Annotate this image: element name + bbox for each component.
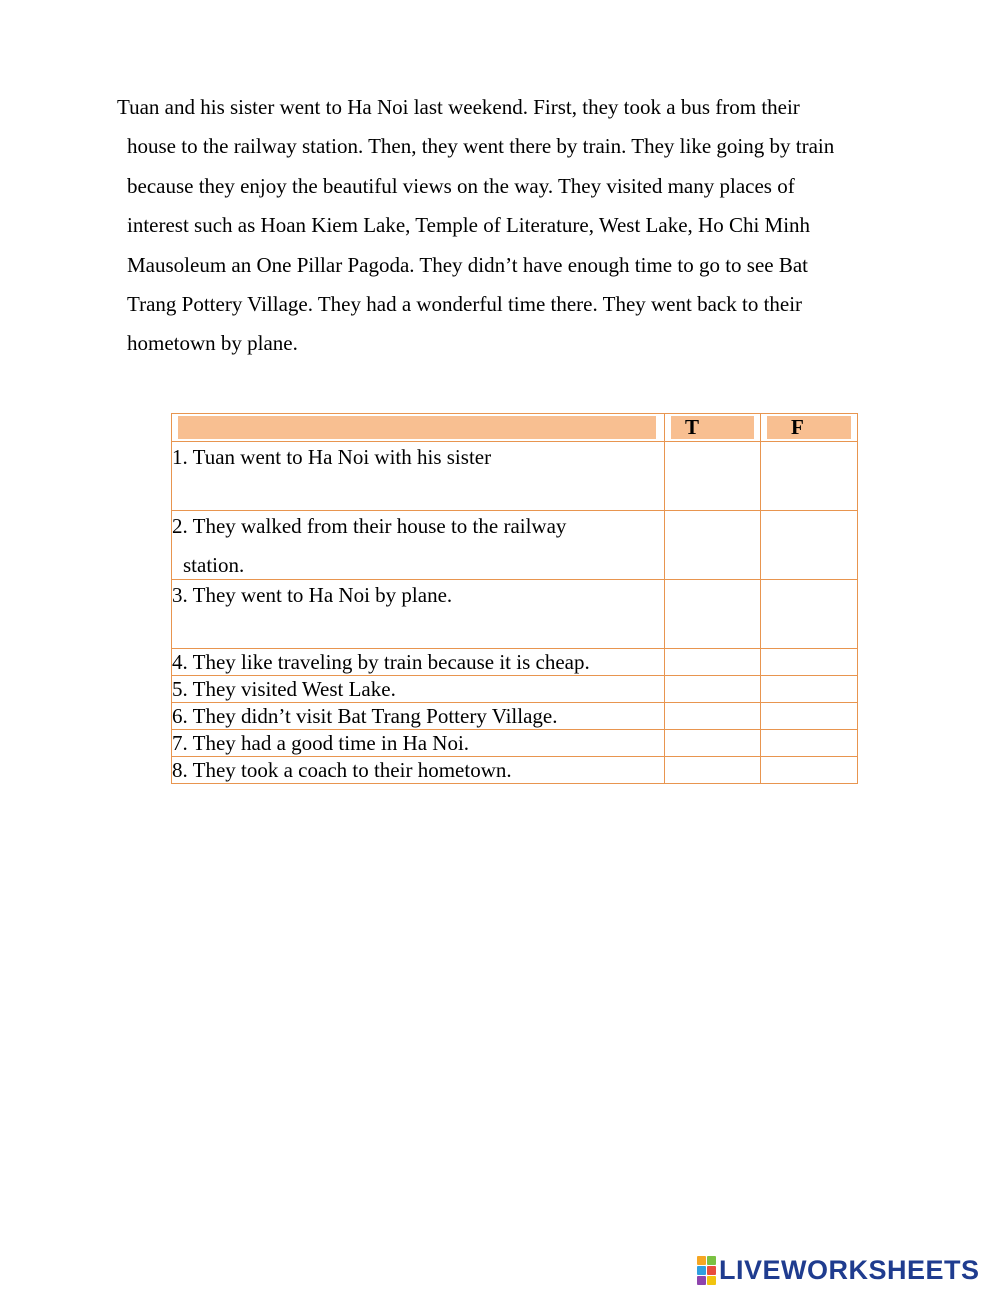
true-answer-cell[interactable] — [665, 649, 761, 676]
passage-line: Tuan and his sister went to Ha Noi last weekend. First, they took a bus from their — [117, 95, 800, 119]
statement-cell — [172, 730, 665, 757]
statement-text: 3. They went to Ha Noi by plane. — [172, 583, 453, 607]
liveworksheets-logo — [697, 1255, 980, 1285]
false-answer-cell[interactable] — [761, 757, 858, 784]
statement-text: 6. They didn’t visit Bat Trang Pottery Village. — [172, 704, 558, 728]
passage-line: interest such as Hoan Kiem Lake, Temple of Literature, West Lake, Ho Chi Minh — [127, 213, 811, 237]
statement-text-continued: station. — [183, 553, 245, 577]
table-row — [172, 511, 858, 580]
table-row — [172, 676, 858, 703]
statement-cell — [172, 511, 665, 580]
true-answer-cell[interactable] — [665, 730, 761, 757]
false-answer-cell[interactable] — [761, 580, 858, 649]
logo-blocks-icon — [697, 1256, 716, 1285]
statement-text: 2. They walked from their house to the railway — [172, 514, 567, 538]
table-row — [172, 703, 858, 730]
false-answer-cell[interactable] — [761, 511, 858, 580]
statement-text: 4. They like traveling by train because it is cheap. — [172, 650, 590, 674]
statement-text: 5. They visited West Lake. — [172, 677, 396, 701]
table-row — [172, 757, 858, 784]
true-answer-cell[interactable] — [665, 703, 761, 730]
passage-line: Mausoleum an One Pillar Pagoda. They didn’t have enough time to go to see Bat — [127, 253, 809, 277]
true-answer-cell[interactable] — [665, 757, 761, 784]
passage-line: hometown by plane. — [127, 331, 298, 355]
passage-line: because they enjoy the beautiful views on the way. They visited many places of — [127, 174, 795, 198]
passage-line: Trang Pottery Village. They had a wonderful time there. They went back to their — [127, 292, 803, 316]
statement-text: 1. Tuan went to Ha Noi with his sister — [172, 445, 492, 469]
header-true-label: T — [685, 415, 700, 439]
statement-text: 7. They had a good time in Ha Noi. — [172, 731, 470, 755]
true-answer-cell[interactable] — [665, 580, 761, 649]
table-row — [172, 649, 858, 676]
true-answer-cell[interactable] — [665, 676, 761, 703]
header-true-cell — [665, 414, 761, 442]
header-false-cell — [761, 414, 858, 442]
statement-text: 8. They took a coach to their hometown. — [172, 758, 512, 782]
statement-cell — [172, 580, 665, 649]
statement-cell — [172, 649, 665, 676]
logo-wordmark: LIVEWORKSHEETS — [719, 1254, 980, 1285]
table-header-row — [172, 414, 858, 442]
statement-cell — [172, 703, 665, 730]
false-answer-cell[interactable] — [761, 703, 858, 730]
true-answer-cell[interactable] — [665, 442, 761, 511]
false-answer-cell[interactable] — [761, 676, 858, 703]
statement-cell — [172, 442, 665, 511]
passage-line: house to the railway station. Then, they went there by train. They like going by train — [127, 134, 835, 158]
header-false-label: F — [791, 415, 804, 439]
statement-cell — [172, 757, 665, 784]
table-row — [172, 730, 858, 757]
false-answer-cell[interactable] — [761, 649, 858, 676]
header-question-cell — [172, 414, 665, 442]
table-row — [172, 580, 858, 649]
false-answer-cell[interactable] — [761, 442, 858, 511]
false-answer-cell[interactable] — [761, 730, 858, 757]
true-answer-cell[interactable] — [665, 511, 761, 580]
header-fill — [178, 416, 656, 439]
table-row — [172, 442, 858, 511]
statement-cell — [172, 676, 665, 703]
true-false-table — [171, 413, 858, 784]
